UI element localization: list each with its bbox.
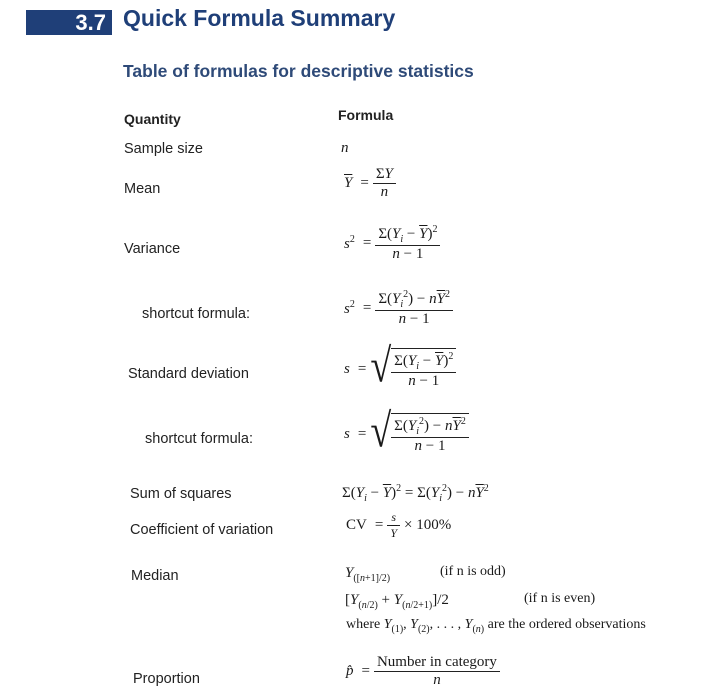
formula-variance-shortcut: $s^2$ = $\frac{\Sigma(Y_i^2) - n\overline{Y}^2}{n - 1}$	[340, 289, 453, 328]
label-sample-size: Sample size	[124, 141, 203, 157]
formula-median-odd: $Y_{([n+1]/2)}$	[345, 565, 391, 584]
column-header-formula: Formula	[338, 107, 394, 123]
label-std-dev-shortcut: shortcut formula:	[145, 431, 253, 447]
label-median: Median	[131, 568, 179, 584]
section-number-badge: 3.7	[26, 10, 112, 35]
median-note-even: (if n is even)	[524, 591, 596, 606]
formula-sample-size: n	[341, 140, 349, 156]
median-note-odd: (if n is odd)	[440, 564, 506, 579]
formula-std-dev-shortcut: s = √ $\frac{\Sigma(Y_i^2) - n\overline{Y}^2}{n - 1}$	[340, 413, 469, 455]
column-header-quantity: Quantity	[124, 111, 181, 127]
label-mean: Mean	[124, 181, 161, 197]
label-proportion: Proportion	[133, 671, 200, 687]
median-note-where: where $Y_{(1)}$, $Y_{(2)}$, . . . , $Y_{(n)}$ are the ordered observations	[346, 617, 646, 635]
label-variance: Variance	[124, 241, 181, 257]
formula-median-even: $[Y_{(n/2)} + Y_{(n/2+1)}]/2$	[345, 592, 449, 611]
label-sum-of-squares: Sum of squares	[130, 486, 232, 502]
label-coefficient-of-variation: Coefficient of variation	[130, 522, 274, 538]
table-title: Table of formulas for descriptive statistics	[123, 61, 474, 81]
label-standard-deviation: Standard deviation	[128, 366, 249, 382]
label-variance-shortcut: shortcut formula:	[142, 306, 250, 322]
formula-variance: $s^2$ = $\frac{\Sigma(Y_i - \overline{Y})^2}{n - 1}$	[340, 224, 440, 263]
formula-coefficient-of-variation: CV = $\frac{s}{Y}$ × 100%	[346, 510, 452, 540]
formula-mean: $\overline{Y}$ = $\frac{\Sigma Y}{n}$	[340, 166, 396, 201]
formula-proportion: p̂ = $\frac{\text{Number in category}}{n}$	[342, 654, 500, 689]
section-title: Quick Formula Summary	[123, 5, 396, 31]
formula-standard-deviation: s = √ $\frac{\Sigma(Y_i - \overline{Y})^2}{n - 1}$	[340, 348, 456, 390]
formula-sum-of-squares: $\Sigma(Y_i - \overline{Y})^2 = \Sigma(Y_i^2) - n\overline{Y}^2$	[342, 483, 489, 504]
